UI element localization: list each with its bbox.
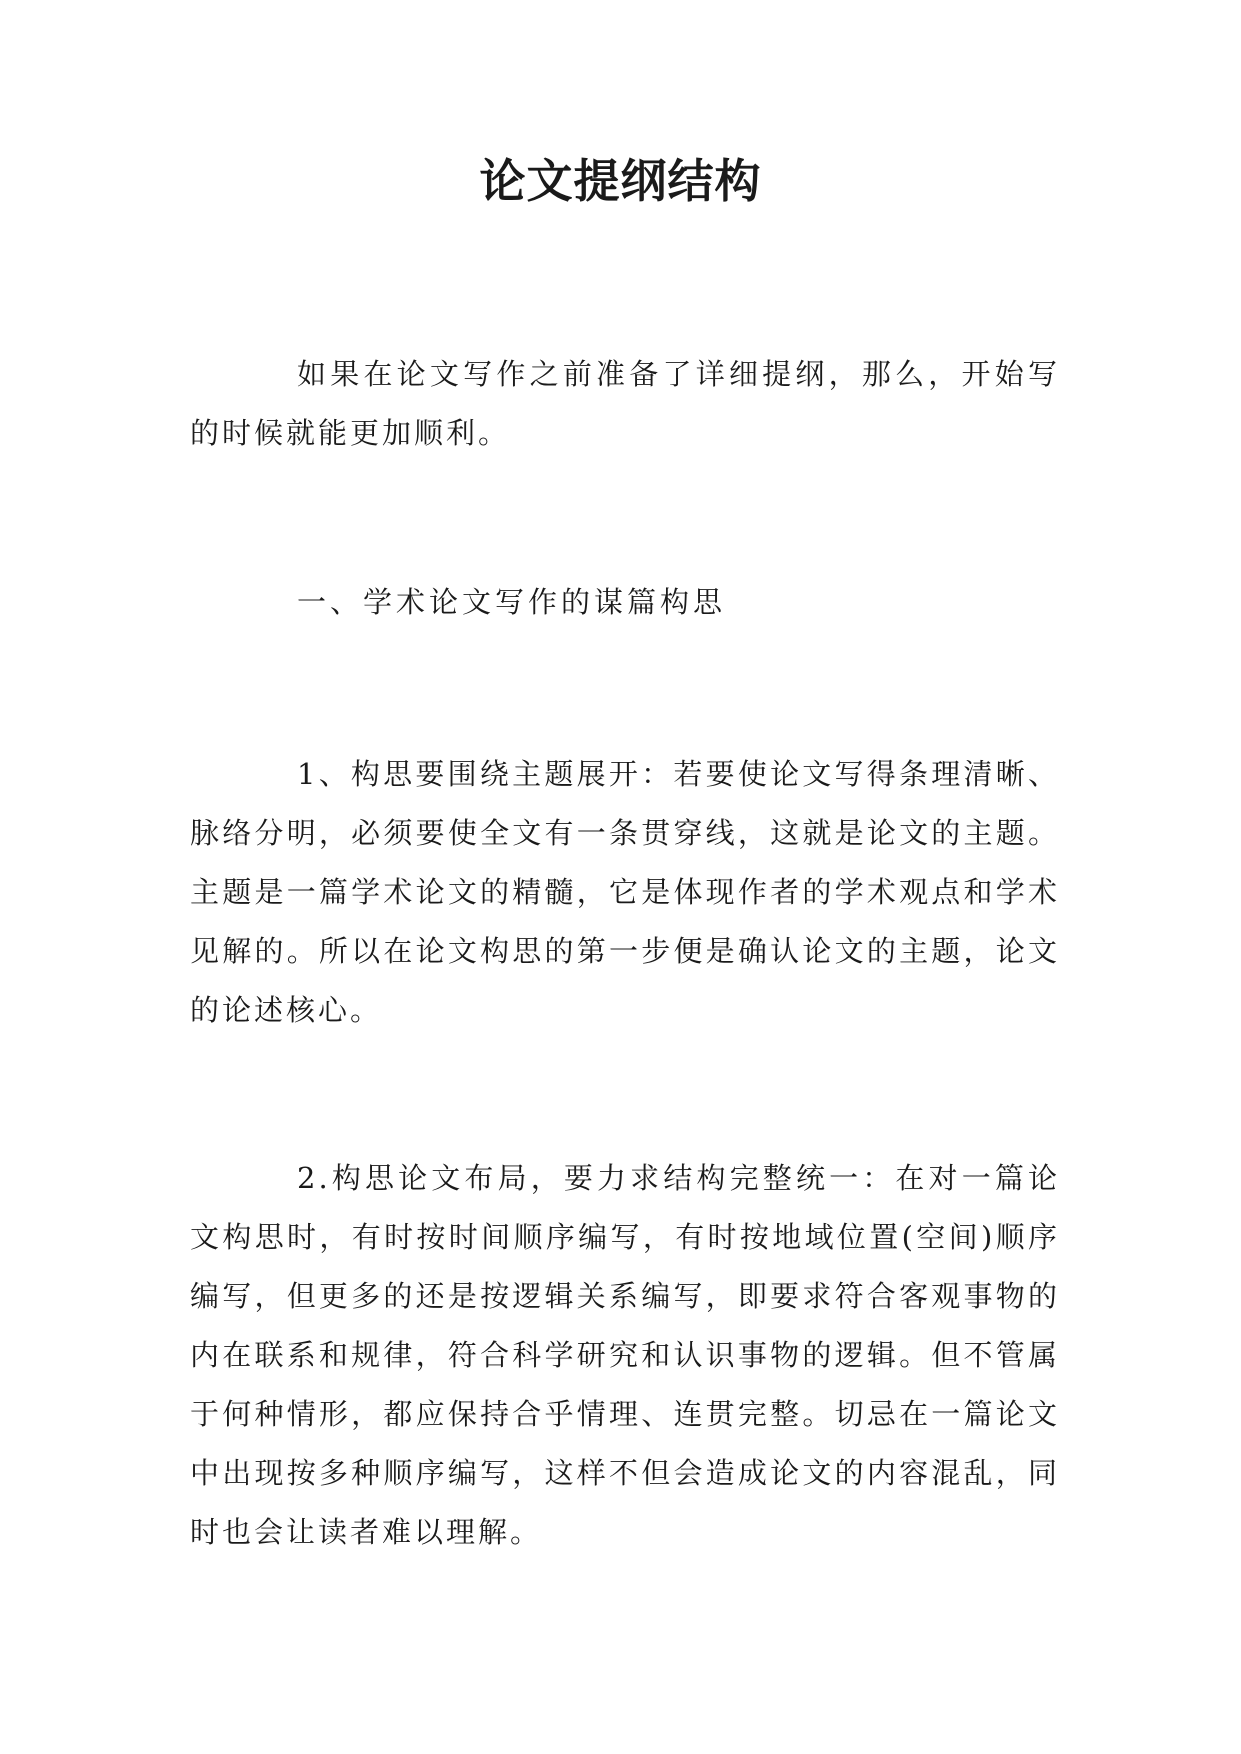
section-heading: 一、学术论文写作的谋篇构思 xyxy=(297,585,727,619)
intro-paragraph: 如果在论文写作之前准备了详细提纲，那么，开始写的时候就能更加顺利。 xyxy=(190,357,1060,450)
document-title: 论文提纲结构 xyxy=(479,154,762,208)
body-paragraph-2: 2.构思论文布局，要力求结构完整统一：在对一篇论文构思时，有时按时间顺序编写，有时按地域位置(空间)顺序编写，但更多的还是按逻辑关系编写，即要求符合客观事物的内在联系和规律，符合科学研究和认识事物的逻辑。但不管属于何种情形，都应保持合乎情理、连贯完整。切忌在一篇论文中出现按多种顺序编写，这样不但会造成论文的内容混乱，同时也会让读者难以理解。 xyxy=(190,1161,1060,1549)
body-paragraph-1: 1、构思要围绕主题展开：若要使论文写得条理清晰、脉络分明，必须要使全文有一条贯穿线，这就是论文的主题。主题是一篇学术论文的精髓，它是体现作者的学术观点和学术见解的。所以在论文构思的第一步便是确认论文的主题，论文的论述核心。 xyxy=(190,757,1060,1027)
